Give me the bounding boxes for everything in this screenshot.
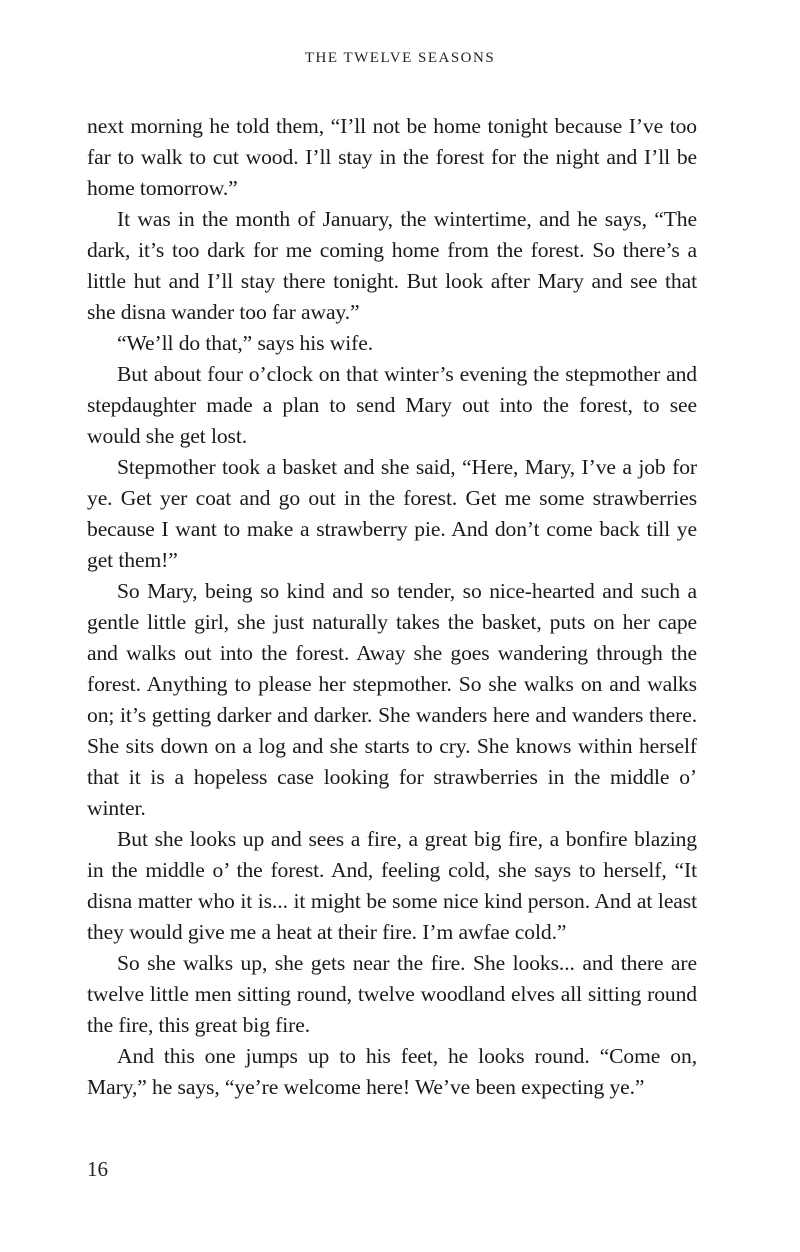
paragraph-9: And this one jumps up to his feet, he looks round. “Come on, Mary,” he says, “ye’re welcome here! We’ve been expecting ye.” (87, 1044, 697, 1099)
paragraph-8: So she walks up, she gets near the fire. She looks... and there are twelve little men sitting round, twelve woodland elves all sitting round the fire, this great big fire. (87, 951, 697, 1037)
paragraph-1: next morning he told them, “I’ll not be home tonight because I’ve too far to walk to cut wood. I’ll stay in the forest for the night and I’ll be home tomorrow.” (87, 114, 697, 200)
paragraph-3: “We’ll do that,” says his wife. (117, 331, 374, 355)
paragraph-6: So Mary, being so kind and so tender, so nice-hearted and such a gentle little girl, she just naturally takes the basket, puts on her cape and walks out into the forest. Away she goes wandering through the forest. Anything to please her stepmother. So she walks on and walks on; it’s getting darker and darker. She wanders here and wanders there. She sits down on a log and she starts to cry. She knows within herself that it is a hopeless case looking for strawberries in the middle o’ winter. (87, 579, 697, 820)
paragraph-5: Stepmother took a basket and she said, “Here, Mary, I’ve a job for ye. Get yer coat and go out in the forest. Get me some strawberries because I want to make a strawberry pie. And don’t come back till ye get them!” (87, 455, 697, 572)
paragraph-2: It was in the month of January, the wintertime, and he says, “The dark, it’s too dark for me coming home from the forest. So there’s a little hut and I’ll stay there tonight. But look after Mary and see that she disna wander too far away.” (87, 207, 697, 324)
body-text (87, 111, 697, 1103)
page-number: 16 (87, 1157, 108, 1181)
paragraph-4: But about four o’clock on that winter’s evening the stepmother and stepdaughter made a plan to send Mary out into the forest, to see would she get lost. (87, 362, 697, 448)
running-header: THE TWELVE SEASONS (304, 50, 496, 66)
paragraph-7: But she looks up and sees a fire, a great big fire, a bonfire blazing in the middle o’ the forest. And, feeling cold, she says to herself, “It disna matter who it is... it might be some nice kind person. And at least they would give me a heat at their fire. I’m awfae cold.” (87, 827, 697, 944)
